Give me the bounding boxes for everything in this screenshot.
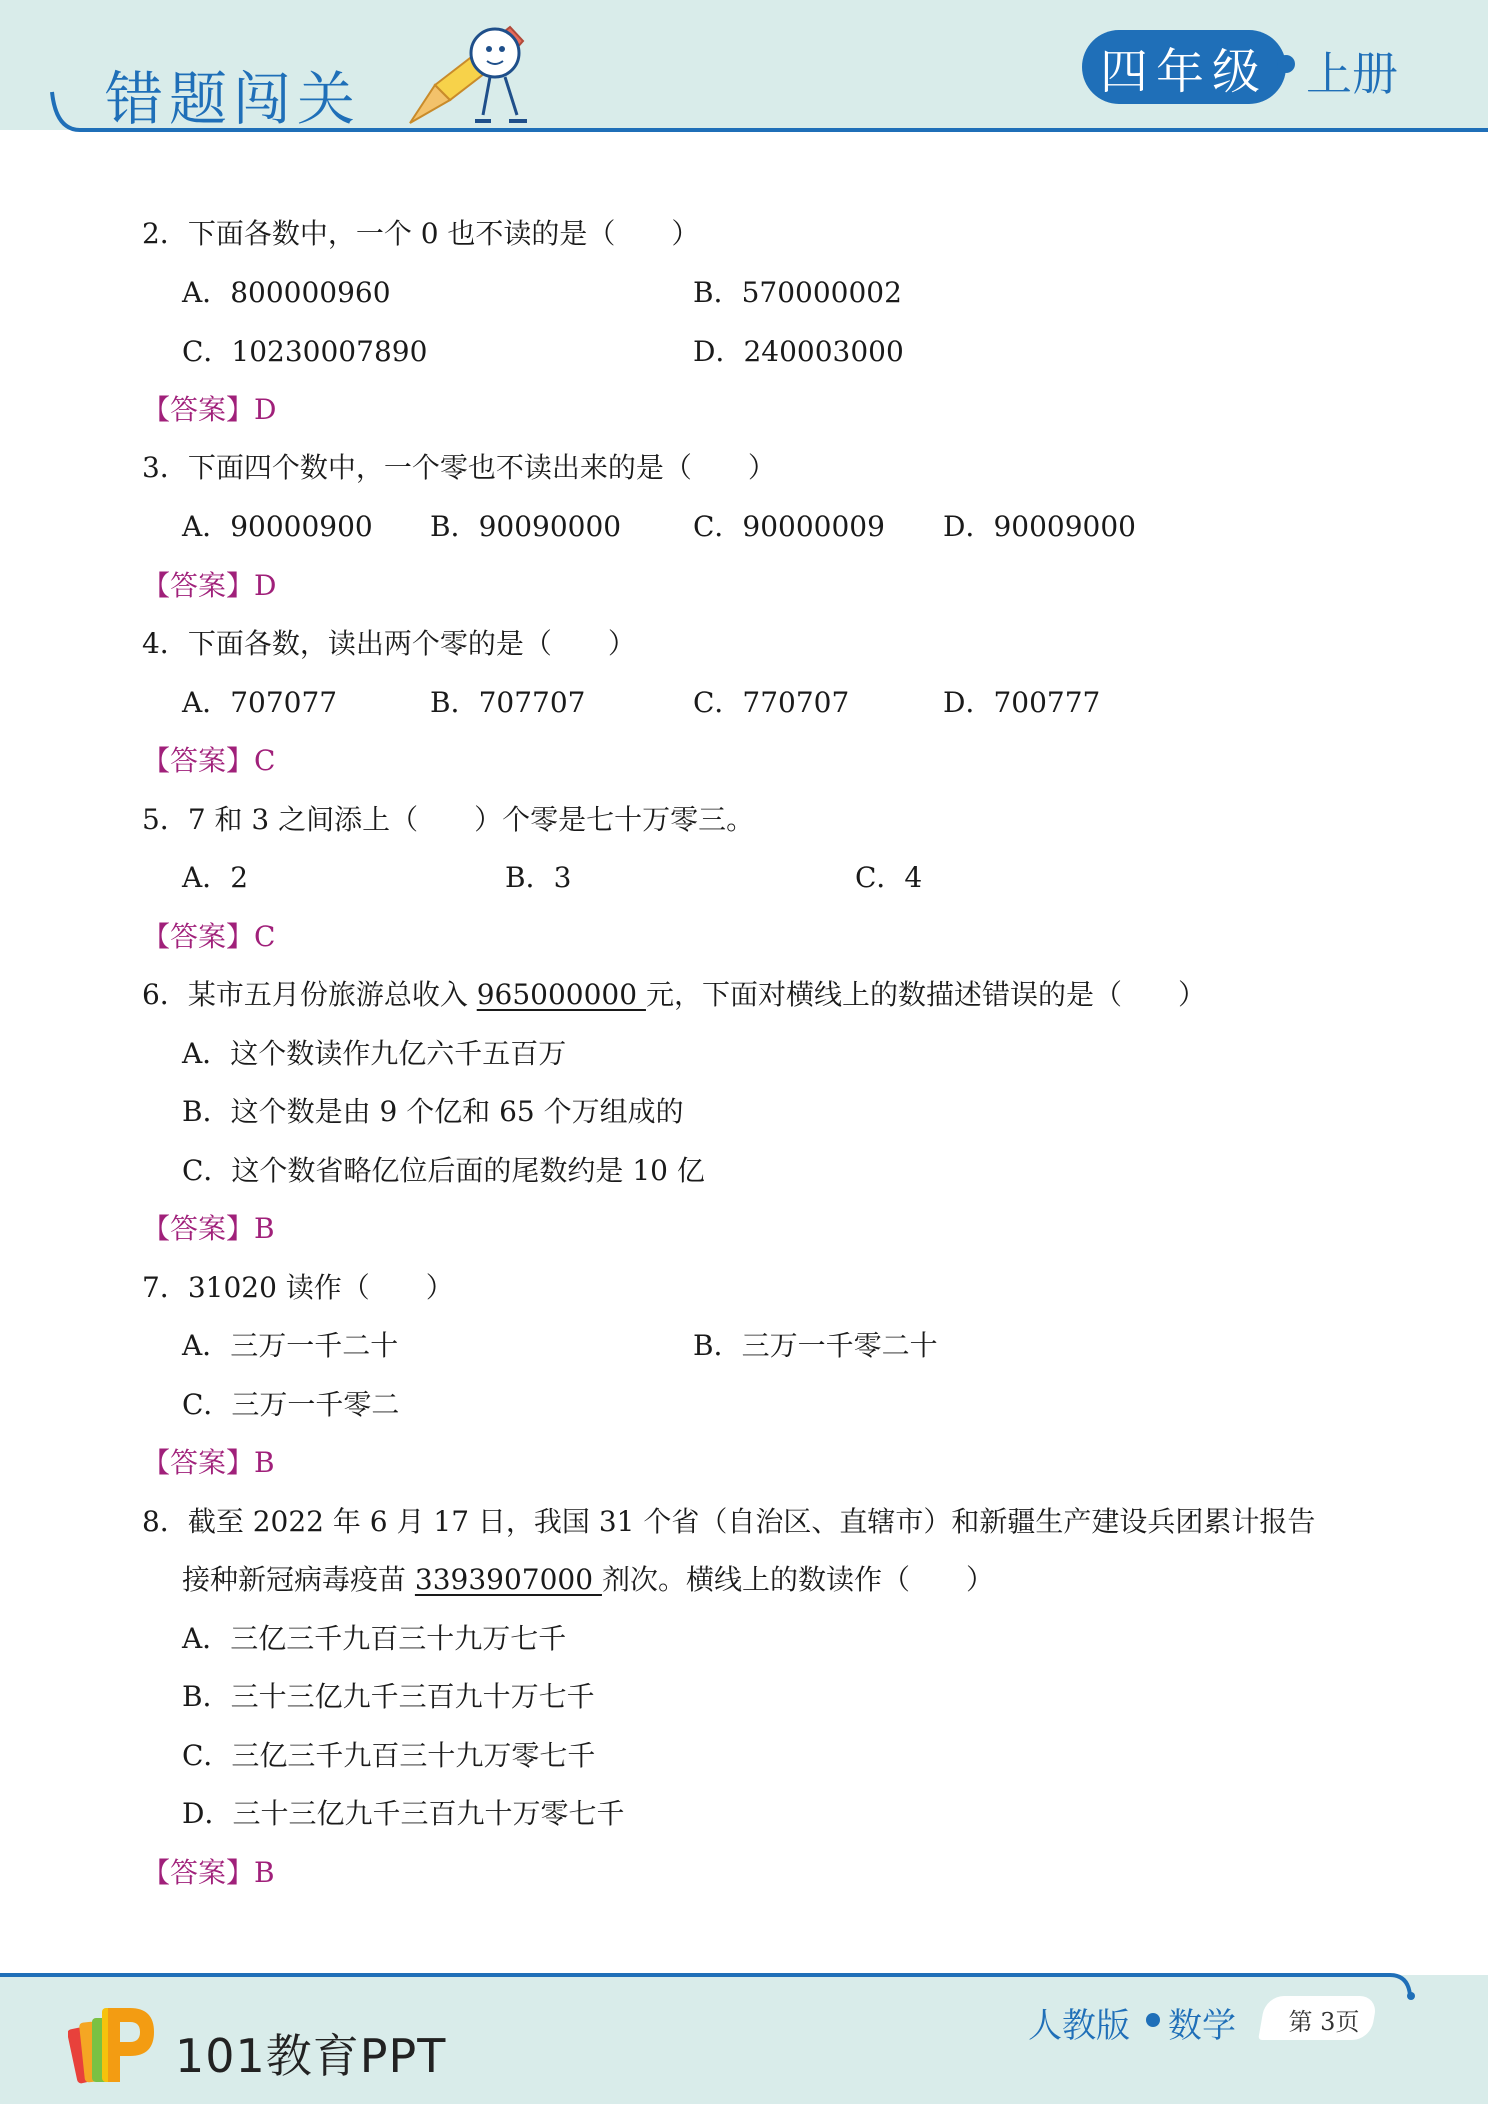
q7-option-a: A．三万一千二十 <box>182 1329 399 1362</box>
q8-option-a: A．三亿三千九百三十九万七千 <box>182 1622 567 1655</box>
q2-option-b: B．570000002 <box>693 276 902 309</box>
q8-option-b: B．三十三亿九千三百九十万七千 <box>182 1680 595 1713</box>
grade-label: 四年级 <box>1100 43 1269 100</box>
q6-option-c: C．这个数省略亿位后面的尾数约是 10 亿 <box>182 1154 705 1187</box>
question-6 <box>142 975 1206 1015</box>
q2-option-a: A．800000960 <box>182 276 391 309</box>
q8-stem-before: 接种新冠病毒疫苗 <box>182 1563 415 1596</box>
q3-answer: 【答案】D <box>142 569 277 602</box>
q4-option-b: B．707707 <box>430 686 586 719</box>
q3-option-a: A．90000900 <box>182 510 373 543</box>
volume-label: 上册 <box>1306 47 1398 101</box>
q6-stem-before: 6．某市五月份旅游总收入 <box>142 978 477 1011</box>
question-8-line-1: 8．截至 2022 年 6 月 17 日，我国 31 个省（自治区、直辖市）和新疆生产建设兵团累计报告 <box>142 1505 1316 1538</box>
q4-option-a: A．707077 <box>182 686 338 719</box>
q2-option-d: D．240003000 <box>693 335 904 368</box>
q8-underlined-number: 3393907000 <box>414 1563 602 1596</box>
q3-option-d: D．90009000 <box>943 510 1136 543</box>
page-title: 错题闯关 <box>105 65 362 133</box>
pencil-mascot-icon <box>405 15 545 127</box>
q8-option-c: C．三亿三千九百三十九万零七千 <box>182 1739 596 1772</box>
q5-answer: 【答案】C <box>142 920 276 953</box>
q4-option-d: D．700777 <box>943 686 1101 719</box>
q7-option-c: C．三万一千零二 <box>182 1388 400 1421</box>
bullet-dot-icon <box>1277 55 1295 73</box>
q4-option-c: C．770707 <box>693 686 850 719</box>
q7-answer: 【答案】B <box>142 1446 275 1479</box>
footer-divider <box>0 1960 1488 2000</box>
q6-underlined-number: 965000000 <box>476 978 646 1011</box>
q5-option-b: B．3 <box>505 861 572 894</box>
101-logo-icon <box>68 1998 160 2090</box>
question-5: 5．7 和 3 之间添上（ ）个零是七十万零三。 <box>142 803 755 836</box>
q6-answer: 【答案】B <box>142 1212 275 1245</box>
question-2: 2．下面各数中，一个 0 也不读的是（ ） <box>142 217 700 250</box>
q6-stem-after: 元，下面对横线上的数描述错误的是（ ） <box>645 978 1206 1011</box>
question-7: 7．31020 读作（ ） <box>142 1271 454 1304</box>
grade-badge <box>1082 30 1286 104</box>
bullet-dot-icon <box>1146 2013 1160 2027</box>
brand-logo-text: 101教育PPT <box>175 2029 447 2083</box>
q4-answer: 【答案】C <box>142 744 276 777</box>
question-3: 3．下面四个数中，一个零也不读出来的是（ ） <box>142 451 776 484</box>
q7-option-b: B．三万一千零二十 <box>693 1329 938 1362</box>
page-number: 第 3页 <box>1288 2008 1360 2036</box>
q5-option-a: A．2 <box>182 861 249 894</box>
subject-label: 数学 <box>1168 2006 1236 2046</box>
q8-answer: 【答案】B <box>142 1856 275 1889</box>
q3-option-c: C．90000009 <box>693 510 885 543</box>
q8-option-d: D．三十三亿九千三百九十万零七千 <box>182 1797 625 1830</box>
q3-option-b: B．90090000 <box>430 510 622 543</box>
question-8-line-2 <box>182 1560 994 1600</box>
question-4: 4．下面各数，读出两个零的是（ ） <box>142 627 636 660</box>
q6-option-b: B．这个数是由 9 个亿和 65 个万组成的 <box>182 1095 684 1128</box>
q2-answer: 【答案】D <box>142 393 277 426</box>
q6-option-a: A．这个数读作九亿六千五百万 <box>182 1037 567 1070</box>
edition-label: 人教版 <box>1028 2006 1130 2046</box>
q2-option-c: C．10230007890 <box>182 335 428 368</box>
q5-option-c: C．4 <box>855 861 923 894</box>
q8-stem-after: 剂次。横线上的数读作（ ） <box>601 1563 994 1596</box>
